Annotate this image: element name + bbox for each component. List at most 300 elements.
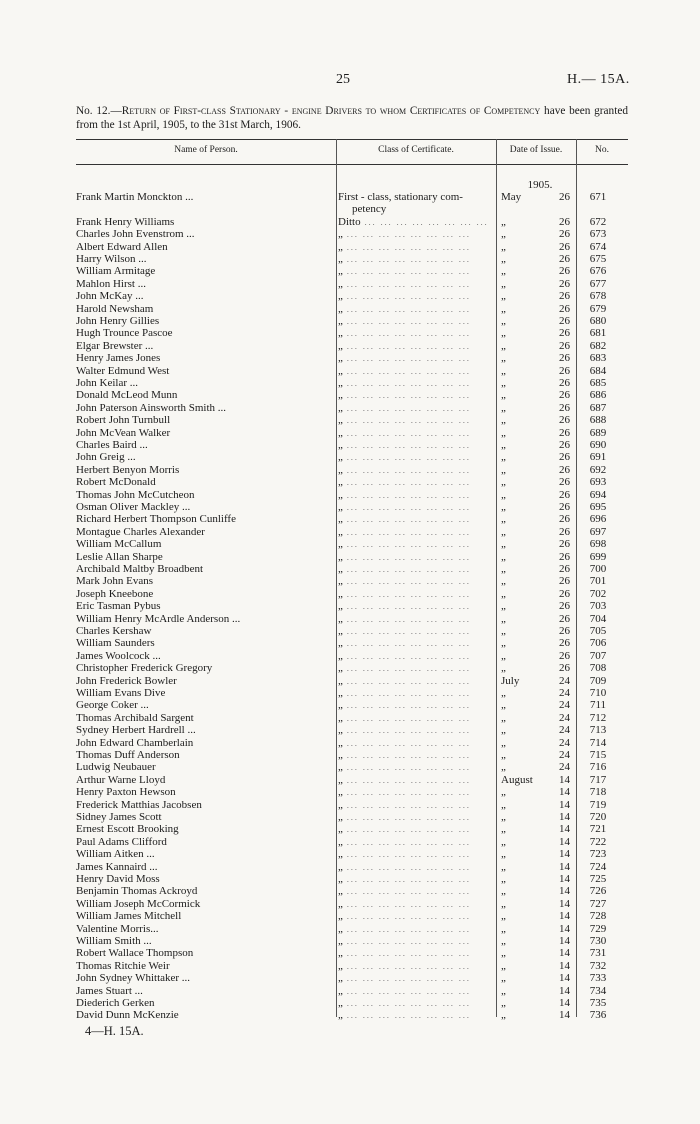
table-row [76,985,628,997]
certificate-number: 692 [589,463,607,476]
table-row [76,972,628,984]
issue-day: 26 [559,377,570,389]
table-row [76,377,628,389]
issue-month: „ [501,439,506,451]
certificate-class: „ ... ... ... ... ... ... ... ... [338,1009,471,1022]
certificate-number: 713 [589,724,607,737]
header-bottom-rule [76,164,628,165]
certificate-class: „ ... ... ... ... ... ... ... ... [338,302,471,315]
issue-day: 14 [559,873,570,885]
issue-day: 26 [559,352,570,365]
certificate-class: „ ... ... ... ... ... ... ... ... [338,377,471,389]
certificate-number: 675 [589,253,607,265]
certificate-number: 688 [589,414,607,427]
issue-day: 24 [559,749,570,761]
issue-month: „ [501,798,506,811]
issue-day: 26 [559,538,570,551]
certificate-class-continuation: petency [352,203,387,216]
issue-month: „ [501,587,506,600]
certificate-class: „ ... ... ... ... ... ... ... ... [338,761,471,774]
table-row [76,823,628,835]
certificate-number: 684 [589,364,607,377]
certificate-number: 720 [589,811,607,823]
issue-day: 14 [559,972,570,985]
table-row [76,1009,628,1021]
issue-month: „ [501,451,506,464]
certificate-class: „ ... ... ... ... ... ... ... ... [338,414,471,427]
document-reference: H.— 15A. [567,72,630,87]
issue-day: 14 [559,984,570,997]
person-name: Albert Edward Allen [76,240,168,253]
issue-month: „ [501,550,506,563]
certificate-class: First - class, stationary com- [338,191,463,203]
certificate-class: „ ... ... ... ... ... ... ... ... [338,873,471,885]
person-name: John McKay ... [76,290,144,303]
certificate-class: „ ... ... ... ... ... ... ... ... [338,922,471,935]
table-row [76,389,628,401]
certificate-number: 706 [589,637,607,650]
issue-day: 26 [559,439,570,451]
certificate-class: „ ... ... ... ... ... ... ... ... [338,773,471,786]
table-row [76,724,628,736]
issue-day: 14 [559,823,570,836]
table-row [76,551,628,563]
issue-day: 14 [559,910,570,923]
certificate-class: „ ... ... ... ... ... ... ... ... [338,525,471,538]
person-name: Charles Kershaw [76,625,152,637]
certificate-number: 734 [589,984,607,997]
person-name: Charles John Evenstrom ... [76,228,195,241]
issue-month: „ [501,488,506,501]
issue-day: 14 [559,885,570,898]
person-name: Christopher Frederick Gregory [76,662,213,675]
certificate-class: „ ... ... ... ... ... ... ... ... [338,860,471,873]
table-row [76,241,628,253]
certificate-class: „ ... ... ... ... ... ... ... ... [338,587,471,600]
issue-month: „ [501,525,506,538]
certificate-number: 708 [589,662,607,675]
table-row [76,489,628,501]
issue-month: „ [501,302,506,315]
certificate-number: 671 [589,191,607,203]
issue-day: 26 [559,426,570,439]
certificate-class: „ ... ... ... ... ... ... ... ... [338,538,471,551]
certificate-class: „ ... ... ... ... ... ... ... ... [338,823,471,836]
person-name: William Armitage [76,265,156,278]
certificate-number: 693 [589,476,607,489]
issue-month: „ [501,414,506,427]
person-name: Thomas Ritchie Weir [76,959,170,972]
table-row [76,836,628,848]
person-name: William McCallum [76,538,162,551]
certificate-class: „ ... ... ... ... ... ... ... ... [338,649,471,662]
person-name: Frank Henry Williams [76,215,175,228]
table-row [76,885,628,897]
certificate-class: „ ... ... ... ... ... ... ... ... [338,513,471,526]
table-row [76,352,628,364]
issue-day: 26 [559,389,570,402]
issue-day: 26 [559,575,570,588]
person-name: Arthur Warne Lloyd [76,773,166,786]
certificate-class: „ ... ... ... ... ... ... ... ... [338,265,471,278]
table-row [76,476,628,488]
person-name: John Paterson Ainsworth Smith ... [76,401,227,414]
certificate-number: 718 [589,786,607,799]
title-period: have been granted from the 1st April, 1905, to the 31st March, 1906. [76,105,629,131]
table-row [76,935,628,947]
issue-day: 24 [559,736,570,749]
issue-month: „ [501,885,506,898]
person-name: Osman Oliver Mackley ... [76,501,191,513]
person-name: John Henry Gillies [76,315,160,327]
issue-month: „ [501,265,506,278]
issue-month: August [501,773,533,786]
certificate-class: „ ... ... ... ... ... ... ... ... [338,935,471,947]
issue-month: „ [501,401,506,414]
issue-day: 26 [559,364,570,377]
certificate-number: 702 [589,587,607,600]
issue-month: „ [501,315,506,327]
person-name: John Keilar ... [76,377,139,389]
table-row [76,228,628,240]
table-row [76,662,628,674]
table-row [76,365,628,377]
certificate-number: 672 [589,215,607,228]
issue-month: „ [501,662,506,675]
person-name: Donald McLeod Munn [76,389,178,402]
person-name: Henry David Moss [76,873,160,885]
certificate-class: „ ... ... ... ... ... ... ... ... [338,253,471,265]
certificate-number: 719 [589,798,607,811]
issue-day: 14 [559,922,570,935]
issue-month: „ [501,612,506,625]
table-row [76,315,628,327]
certificate-number: 680 [589,315,607,327]
title-number: No. 12.— [76,105,122,117]
table-row [76,749,628,761]
certificate-number: 724 [589,860,607,873]
page-number: 25 [336,72,350,87]
issue-month: „ [501,463,506,476]
person-name: Ernest Escott Brooking [76,823,179,836]
certificate-class: „ ... ... ... ... ... ... ... ... [338,897,471,910]
issue-month: „ [501,228,506,241]
person-name: Hugh Trounce Pascoe [76,327,173,340]
table-row [76,811,628,823]
issue-month: „ [501,910,506,923]
certificate-class: „ ... ... ... ... ... ... ... ... [338,315,471,327]
certificate-number: 685 [589,377,607,389]
table-row [76,513,628,525]
column-header-class: Class of Certificate. [378,145,454,155]
issue-month: „ [501,426,506,439]
person-name: James Kannaird ... [76,860,158,873]
certificate-class: „ ... ... ... ... ... ... ... ... [338,724,471,737]
certificate-number: 676 [589,265,607,278]
table-row [76,923,628,935]
table-row [76,712,628,724]
table-row [76,451,628,463]
person-name: James Woolcock ... [76,649,161,662]
issue-day: 26 [559,290,570,303]
issue-month: „ [501,327,506,340]
person-name: Ludwig Neubauer [76,761,156,774]
issue-day: 14 [559,1009,570,1022]
person-name: George Coker ... [76,699,149,712]
table-row [76,861,628,873]
issue-month: „ [501,736,506,749]
issue-day: 24 [559,761,570,774]
certificate-number: 673 [589,228,607,241]
certificate-number: 736 [589,1009,607,1022]
issue-day: 14 [559,897,570,910]
table-row [76,563,628,575]
certificate-number: 730 [589,935,607,947]
certificate-number: 697 [589,525,607,538]
person-name: Elgar Brewster ... [76,339,154,352]
issue-month: „ [501,897,506,910]
person-name: Valentine Morris... [76,922,159,935]
issue-month: „ [501,649,506,662]
certificate-number: 681 [589,327,607,340]
issue-day: 26 [559,513,570,526]
issue-day: 24 [559,724,570,737]
person-name: Mahlon Hirst ... [76,277,146,290]
issue-month: „ [501,860,506,873]
issue-day: 26 [559,451,570,464]
person-name: David Dunn McKenzie [76,1009,179,1022]
table-row [76,253,628,265]
table-row [76,637,628,649]
certificate-number: 687 [589,401,607,414]
table-row [76,402,628,414]
table-title [76,104,628,132]
certificate-class: „ ... ... ... ... ... ... ... ... [338,563,471,575]
issue-day: 14 [559,773,570,786]
person-name: John McVean Walker [76,426,171,439]
person-name: Sydney Herbert Hardrell ... [76,724,196,737]
issue-month: „ [501,1009,506,1022]
issue-day: 24 [559,711,570,724]
certificates-table [76,139,628,1022]
person-name: Diederich Gerken [76,997,155,1009]
table-row [76,340,628,352]
certificate-class: „ ... ... ... ... ... ... ... ... [338,463,471,476]
issue-day: 26 [559,240,570,253]
certificate-number: 707 [589,649,607,662]
person-name: William Smith ... [76,935,152,947]
person-name: Montague Charles Alexander [76,525,205,538]
issue-day: 26 [559,501,570,513]
certificate-number: 714 [589,736,607,749]
certificate-number: 712 [589,711,607,724]
certificate-class: „ ... ... ... ... ... ... ... ... [338,240,471,253]
certificate-number: 704 [589,612,607,625]
certificate-number: 683 [589,352,607,365]
issue-month: July [501,674,520,687]
issue-month: „ [501,959,506,972]
certificate-class: „ ... ... ... ... ... ... ... ... [338,389,471,402]
issue-day: 14 [559,860,570,873]
person-name: William James Mitchell [76,910,182,923]
issue-day: 24 [559,687,570,699]
issue-day: 26 [559,253,570,265]
table-row [76,538,628,550]
person-name: Henry James Jones [76,352,161,365]
certificate-number: 723 [589,848,607,861]
table-top-rule [76,139,628,140]
issue-month: „ [501,476,506,489]
table-row [76,303,628,315]
certificate-class: „ ... ... ... ... ... ... ... ... [338,835,471,848]
certificate-class: „ ... ... ... ... ... ... ... ... [338,476,471,489]
person-name: William Joseph McCormick [76,897,201,910]
table-row [76,786,628,798]
table-row [76,191,628,203]
person-name: William Aitken ... [76,848,155,861]
issue-month: „ [501,687,506,699]
table-row [76,216,628,228]
person-name: Thomas John McCutcheon [76,488,195,501]
person-name: Robert John Turnbull [76,414,171,427]
issue-day: 24 [559,674,570,687]
table-row [76,960,628,972]
certificate-number: 709 [589,674,607,687]
certificate-number: 731 [589,947,607,960]
person-name: John Frederick Bowler [76,674,177,687]
table-row [76,290,628,302]
person-name: Charles Baird ... [76,439,148,451]
table-row [76,600,628,612]
issue-month: „ [501,240,506,253]
table-row [76,414,628,426]
certificate-number: 674 [589,240,607,253]
person-name: William Evans Dive [76,687,166,699]
issue-day: 26 [559,228,570,241]
certificate-class: „ ... ... ... ... ... ... ... ... [338,811,471,823]
certificate-class: „ ... ... ... ... ... ... ... ... [338,600,471,613]
certificate-number: 698 [589,538,607,551]
table-row [76,898,628,910]
issue-month: „ [501,947,506,960]
certificate-class: „ ... ... ... ... ... ... ... ... [338,228,471,241]
issue-day: 26 [559,587,570,600]
issue-day: 14 [559,997,570,1009]
certificate-class: „ ... ... ... ... ... ... ... ... [338,959,471,972]
table-row [76,737,628,749]
certificate-class: Ditto ... ... ... ... ... ... ... ... [338,215,489,228]
certificate-class: „ ... ... ... ... ... ... ... ... [338,910,471,923]
table-row [76,650,628,662]
certificate-number: 703 [589,600,607,613]
table-row [76,687,628,699]
issue-month: „ [501,339,506,352]
issue-month: „ [501,935,506,947]
certificate-class: „ ... ... ... ... ... ... ... ... [338,426,471,439]
certificate-class: „ ... ... ... ... ... ... ... ... [338,401,471,414]
certificate-number: 721 [589,823,607,836]
certificate-number: 677 [589,277,607,290]
table-row [76,575,628,587]
table-row [76,427,628,439]
person-name: Frank Martin Monckton ... [76,191,194,203]
issue-month: „ [501,563,506,575]
person-name: Robert Wallace Thompson [76,947,194,960]
person-name: Harry Wilson ... [76,253,147,265]
certificate-number: 722 [589,835,607,848]
certificate-class: „ ... ... ... ... ... ... ... ... [338,711,471,724]
person-name: James Stuart ... [76,984,143,997]
issue-day: 26 [559,649,570,662]
issue-day: 14 [559,811,570,823]
table-row [76,997,628,1009]
title-heading: Return of First-class Stationary - engine Drivers to whom Certificates of Competency [121,105,541,117]
issue-day: 14 [559,798,570,811]
issue-day: 14 [559,935,570,947]
table-row [76,613,628,625]
certificate-class: „ ... ... ... ... ... ... ... ... [338,439,471,451]
certificate-class: „ ... ... ... ... ... ... ... ... [338,947,471,960]
certificate-class: „ ... ... ... ... ... ... ... ... [338,451,471,464]
issue-day: 26 [559,525,570,538]
certificate-class: „ ... ... ... ... ... ... ... ... [338,327,471,340]
issue-month: „ [501,513,506,526]
person-name: Archibald Maltby Broadbent [76,563,204,575]
certificate-class: „ ... ... ... ... ... ... ... ... [338,352,471,365]
certificate-class: „ ... ... ... ... ... ... ... ... [338,277,471,290]
person-name: Leslie Allan Sharpe [76,550,163,563]
issue-day: 26 [559,637,570,650]
issue-day: 26 [559,476,570,489]
certificate-class: „ ... ... ... ... ... ... ... ... [338,339,471,352]
table-row [76,774,628,786]
person-name: William Henry McArdle Anderson ... [76,612,241,625]
table-row [76,675,628,687]
issue-day: 26 [559,625,570,637]
issue-day: 14 [559,959,570,972]
issue-day: 26 [559,550,570,563]
certificate-number: 728 [589,910,607,923]
certificate-number: 699 [589,550,607,563]
issue-day: 26 [559,315,570,327]
certificate-class: „ ... ... ... ... ... ... ... ... [338,290,471,303]
table-row [76,761,628,773]
issue-day: 26 [559,339,570,352]
certificate-number: 711 [589,699,607,712]
issue-month: „ [501,984,506,997]
person-name: Henry Paxton Hewson [76,786,176,799]
footer-reference: 4—H. 15A. [85,1024,144,1038]
certificate-number: 691 [589,451,607,464]
certificate-class: „ ... ... ... ... ... ... ... ... [338,786,471,799]
certificate-number: 682 [589,339,607,352]
certificate-number: 733 [589,972,607,985]
issue-month: „ [501,724,506,737]
certificate-number: 710 [589,687,607,699]
issue-month: „ [501,575,506,588]
certificate-class: „ ... ... ... ... ... ... ... ... [338,972,471,985]
issue-month: „ [501,786,506,799]
person-name: Eric Tasman Pybus [76,600,161,613]
person-name: Mark John Evans [76,575,153,588]
issue-day: 26 [559,600,570,613]
issue-month: „ [501,972,506,985]
issue-month: „ [501,352,506,365]
issue-month: „ [501,848,506,861]
certificate-number: 689 [589,426,607,439]
table-row [76,625,628,637]
issue-day: 26 [559,612,570,625]
